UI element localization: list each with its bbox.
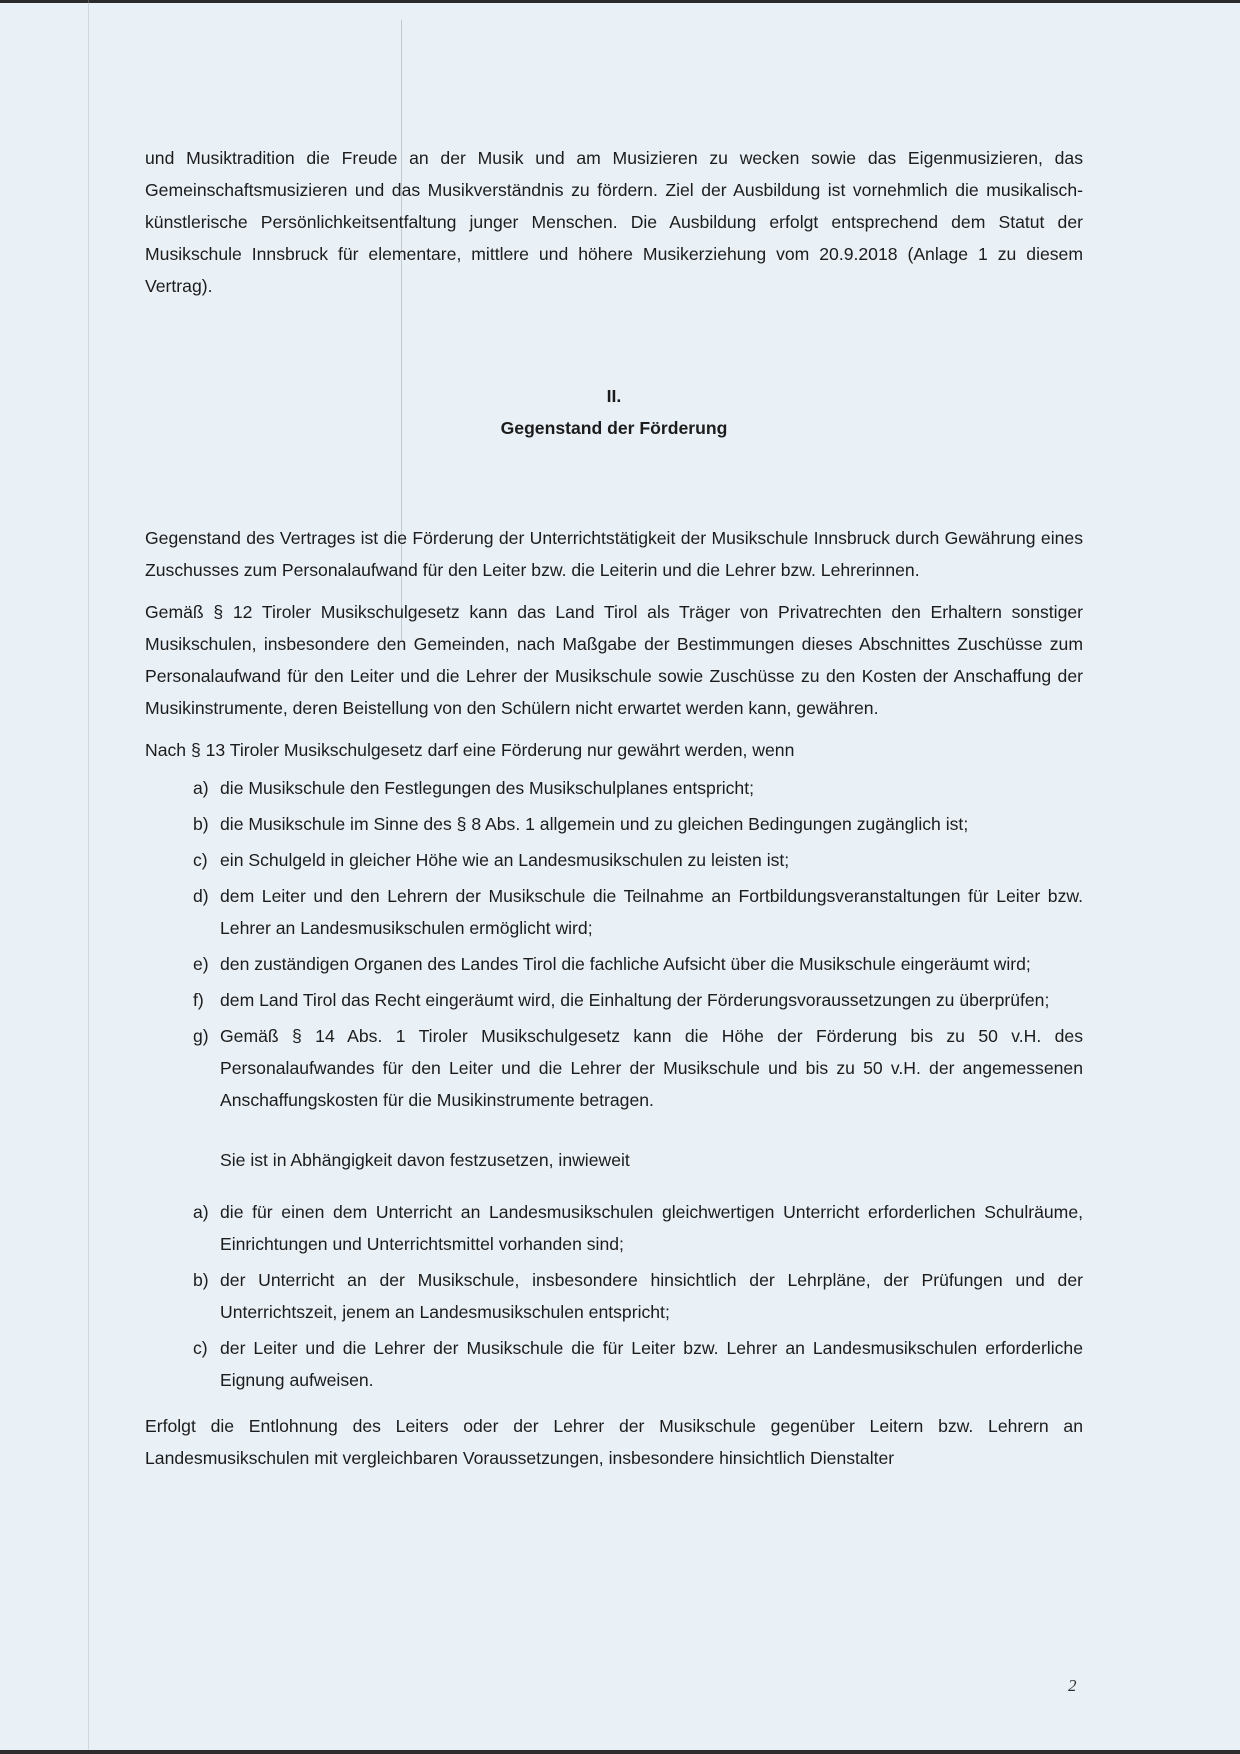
- criteria-list: [145, 1196, 1083, 1396]
- section-title: Gegenstand der Förderung: [500, 418, 728, 438]
- scan-edge-bottom: [0, 1750, 1240, 1754]
- list-item: b) der Unterricht an der Musikschule, insbesondere hinsichtlich der Lehrpläne, der Prüfungen und der Unterrichtszeit, jenem an Landesmusikschulen entspricht;: [193, 1270, 1083, 1322]
- section-heading: [145, 380, 1083, 444]
- list-item: d) dem Leiter und den Lehrern der Musikschule die Teilnahme an Fortbildungsveranstaltungen für Leiter bzw. Lehrer an Landesmusikschulen ermöglicht wird;: [193, 886, 1083, 938]
- conditions-list: [145, 772, 1083, 1116]
- page-number: 2: [1068, 1676, 1077, 1695]
- scan-edge-top: [0, 0, 1240, 3]
- list-item: g) Gemäß § 14 Abs. 1 Tiroler Musikschulgesetz kann die Höhe der Förderung bis zu 50 v.H. des Personalaufwandes für den Leiter und die Lehrer der Musikschule und bis zu 50 v.H. der angemessenen Anschaffungskosten für die Musikinstrumente betragen.: [193, 1026, 1083, 1110]
- section-number: II.: [606, 386, 622, 406]
- list-item: b) die Musikschule im Sinne des § 8 Abs. 1 allgemein und zu gleichen Bedingungen zugänglich ist;: [193, 814, 969, 834]
- list-item: a) die für einen dem Unterricht an Landesmusikschulen gleichwertigen Unterricht erforderlichen Schulräume, Einrichtungen und Unterrichtsmittel vorhanden sind;: [193, 1202, 1083, 1254]
- list-item: a) die Musikschule den Festlegungen des Musikschulplanes entspricht;: [193, 778, 754, 798]
- scan-edge-left: [88, 0, 89, 1754]
- paragraph-section-12: Gemäß § 12 Tiroler Musikschulgesetz kann das Land Tirol als Träger von Privatrechten den Erhaltern sonstiger Musikschulen, insbesondere den Gemeinden, nach Maßgabe der Bestimmungen dieses Abschnittes Zuschüsse zum Personalaufwand für den Leiter und die Lehrer der Musikschule sowie Zuschüsse zu den Kosten der Anschaffung der Musikinstrumente, deren Beistellung von den Schülern nicht erwartet werden kann, gewähren.: [145, 602, 1083, 718]
- list-item: f) dem Land Tirol das Recht eingeräumt wird, die Einhaltung der Förderungsvoraussetzungen zu überprüfen;: [193, 990, 1050, 1010]
- intro-paragraph: und Musiktradition die Freude an der Musik und am Musizieren zu wecken sowie das Eigenmusizieren, das Gemeinschaftsmusizieren und das Musikverständnis zu fördern. Ziel der Ausbildung ist vornehmlich die musikalisch-künstlerische Persönlichkeitsentfaltung junger Menschen. Die Ausbildung erfolgt entsprechend dem Statut der Musikschule Innsbruck für elementare, mittlere und höhere Musikerziehung vom 20.9.2018 (Anlage 1 zu diesem Vertrag).: [145, 148, 1083, 296]
- paragraph-subject: Gegenstand des Vertrages ist die Förderung der Unterrichtstätigkeit der Musikschule Innsbruck durch Gewährung eines Zuschusses zum Personalaufwand für den Leiter bzw. die Leiterin und die Lehrer bzw. Lehrerinnen.: [145, 528, 1083, 580]
- document-page: [145, 142, 1083, 1474]
- closing-paragraph: Erfolgt die Entlohnung des Leiters oder der Lehrer der Musikschule gegenüber Leitern bzw. Lehrern an Landesmusikschulen mit vergleichbaren Voraussetzungen, insbesondere hinsichtlich Dienstalter: [145, 1416, 1083, 1468]
- list-item: e) den zuständigen Organen des Landes Tirol die fachliche Aufsicht über die Musikschule eingeräumt wird;: [193, 954, 1031, 974]
- paragraph-section-13: Nach § 13 Tiroler Musikschulgesetz darf eine Förderung nur gewährt werden, wenn: [145, 740, 795, 760]
- list-item: c) der Leiter und die Lehrer der Musikschule die für Leiter bzw. Lehrer an Landesmusikschulen erforderliche Eignung aufweisen.: [193, 1338, 1083, 1390]
- indented-paragraph: Sie ist in Abhängigkeit davon festzusetzen, inwieweit: [220, 1150, 630, 1170]
- list-item: c) ein Schulgeld in gleicher Höhe wie an Landesmusikschulen zu leisten ist;: [193, 850, 790, 870]
